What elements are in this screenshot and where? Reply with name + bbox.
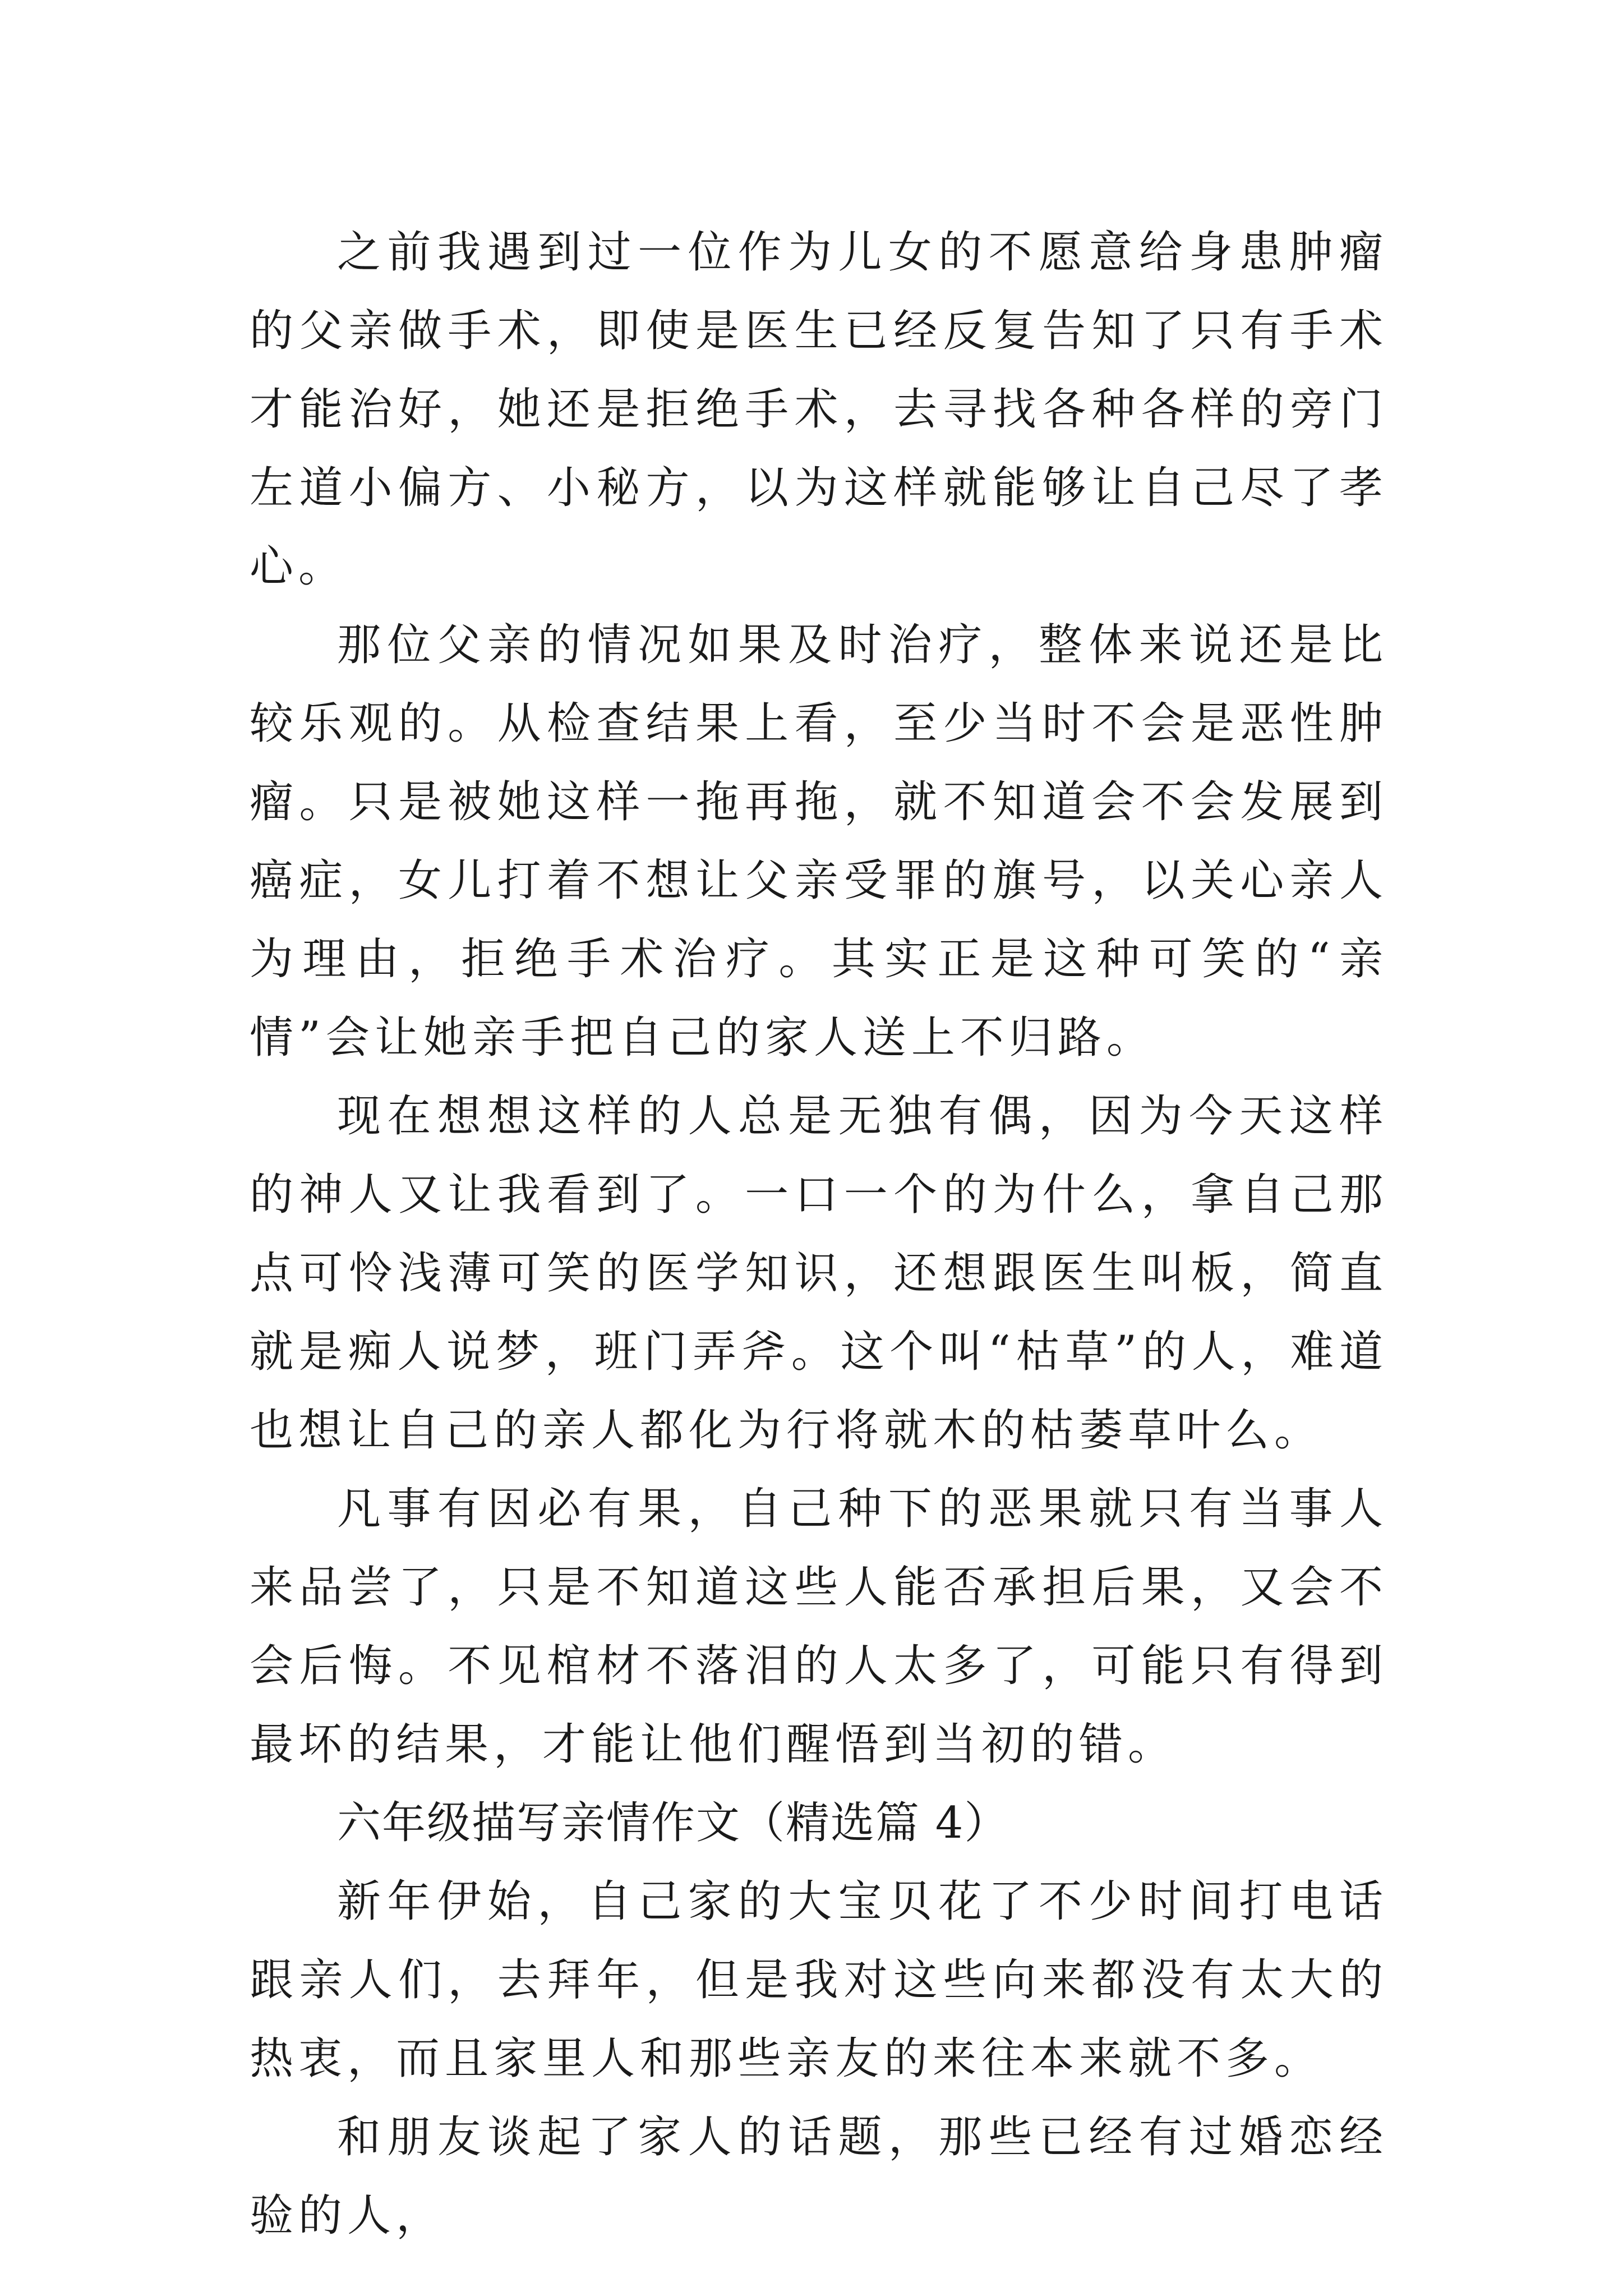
paragraph-5: 新年伊始，自己家的大宝贝花了不少时间打电话跟亲人们，去拜年，但是我对这些向来都没有太大的热衷，而且家里人和那些亲友的来往本来就不多。 <box>250 1876 1388 2084</box>
paragraph-1: 之前我遇到过一位作为儿女的不愿意给身患肿瘤的父亲做手术，即使是医生已经反复告知了只有手术才能治好，她还是拒绝手术，去寻找各种各样的旁门左道小偏方、小秘方，以为这样就能够让自己尽了孝心。 <box>250 227 1388 592</box>
paragraph-4: 凡事有因必有果，自己种下的恶果就只有当事人来品尝了，只是不知道这些人能否承担后果，又会不会后悔。不见棺材不落泪的人太多了，可能只有得到最坏的结果，才能让他们醒悟到当初的错。 <box>250 1484 1388 1770</box>
section-heading: 六年级描写亲情作文（精选篇 4） <box>337 1798 1009 1848</box>
paragraph-3: 现在想想这样的人总是无独有偶，因为今天这样的神人又让我看到了。一口一个的为什么，拿自己那点可怜浅薄可笑的医学知识，还想跟医生叫板，简直就是痴人说梦，班门弄斧。这个叫“枯草”的人，难道也想让自己的亲人都化为行将就木的枯萎草叶么。 <box>250 1091 1388 1456</box>
paragraph-6: 和朋友谈起了家人的话题，那些已经有过婚恋经验的人， <box>250 2112 1388 2241</box>
body-text <box>250 213 1388 2255</box>
paragraph-2: 那位父亲的情况如果及时治疗，整体来说还是比较乐观的。从检查结果上看，至少当时不会是恶性肿瘤。只是被她这样一拖再拖，就不知道会不会发展到癌症，女儿打着不想让父亲受罪的旗号，以关心亲人为理由，拒绝手术治疗。其实正是这种可笑的“亲情”会让她亲手把自己的家人送上不归路。 <box>250 620 1388 1063</box>
